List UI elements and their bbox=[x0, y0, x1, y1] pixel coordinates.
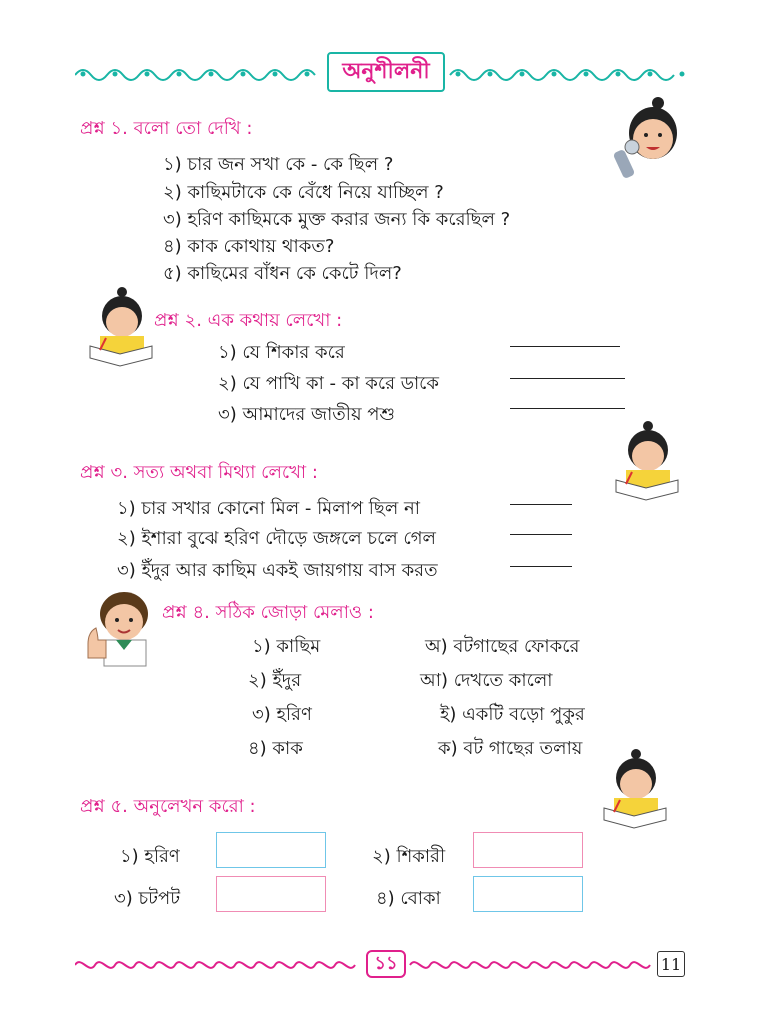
question-4-heading: প্রশ্ন ৪. সঠিক জোড়া মেলাও : bbox=[162, 602, 374, 623]
girl-speaking-illustration bbox=[608, 95, 688, 185]
question-2-item: ৩) আমাদের জাতীয় পশু bbox=[218, 404, 395, 425]
answer-blank[interactable] bbox=[510, 346, 620, 347]
question-3-item: ১) চার সখার কোনো মিল - মিলাপ ছিল না bbox=[117, 498, 420, 519]
copy-word-label: ৩) চটপট bbox=[114, 888, 180, 909]
match-left-item: ৪) কাক bbox=[248, 738, 303, 759]
copy-word-label: ৪) বোকা bbox=[376, 888, 441, 909]
question-1-item: ৫) কাছিমের বাঁধন কে কেটে দিল? bbox=[163, 263, 402, 284]
match-left-item: ২) ইঁদুর bbox=[248, 670, 302, 691]
question-1-item: ১) চার জন সখা কে - কে ছিল ? bbox=[163, 154, 394, 175]
boy-thumbs-up-illustration bbox=[82, 588, 158, 668]
question-3-item: ২) ইশারা বুঝে হরিণ দৌড়ে জঙ্গলে চলে গেল bbox=[117, 528, 436, 549]
question-2-heading: প্রশ্ন ২. এক কথায় লেখো : bbox=[154, 310, 343, 331]
match-right-item: অ) বটগাছের ফোকরে bbox=[425, 636, 580, 657]
match-left-item: ১) কাছিম bbox=[252, 636, 321, 657]
answer-blank[interactable] bbox=[510, 566, 572, 567]
answer-blank[interactable] bbox=[510, 408, 625, 409]
answer-blank[interactable] bbox=[510, 504, 572, 505]
answer-blank[interactable] bbox=[510, 378, 625, 379]
question-1-item: ৩) হরিণ কাছিমকে মুক্ত করার জন্য কি করেছিল ? bbox=[163, 209, 511, 230]
question-3-heading: প্রশ্ন ৩. সত্য অথবা মিথ্যা লেখো : bbox=[80, 462, 318, 483]
question-3-item: ৩) ইঁদুর আর কাছিম একই জায়গায় বাস করত bbox=[117, 560, 438, 581]
match-right-item: আ) দেখতে কালো bbox=[420, 670, 553, 691]
match-left-item: ৩) হরিণ bbox=[252, 704, 312, 725]
copy-word-box[interactable] bbox=[216, 832, 326, 868]
child-writing-illustration bbox=[86, 286, 156, 368]
copy-word-box[interactable] bbox=[216, 876, 326, 912]
copy-word-label: ২) শিকারী bbox=[372, 846, 446, 867]
question-2-item: ১) যে শিকার করে bbox=[218, 342, 345, 363]
child-writing-illustration bbox=[612, 420, 682, 502]
question-1-item: ২) কাছিমটাকে কে বেঁধে নিয়ে যাচ্ছিল ? bbox=[163, 182, 444, 203]
page-number-bengali: ১১ bbox=[366, 950, 406, 978]
copy-word-box[interactable] bbox=[473, 876, 583, 912]
page-number: 11 bbox=[657, 951, 685, 977]
copy-word-box[interactable] bbox=[473, 832, 583, 868]
question-1-item: ৪) কাক কোথায় থাকত? bbox=[163, 236, 335, 257]
question-1-heading: প্রশ্ন ১. বলো তো দেখি : bbox=[80, 118, 253, 139]
answer-blank[interactable] bbox=[510, 534, 572, 535]
question-2-item: ২) যে পাখি কা - কা করে ডাকে bbox=[218, 373, 439, 394]
copy-word-label: ১) হরিণ bbox=[120, 846, 180, 867]
child-writing-illustration bbox=[600, 748, 670, 830]
match-right-item: ক) বট গাছের তলায় bbox=[438, 738, 583, 759]
page-title: অনুশীলনী bbox=[327, 52, 445, 92]
match-right-item: ই) একটি বড়ো পুকুর bbox=[440, 704, 585, 725]
question-5-heading: প্রশ্ন ৫. অনুলেখন করো : bbox=[80, 796, 256, 817]
